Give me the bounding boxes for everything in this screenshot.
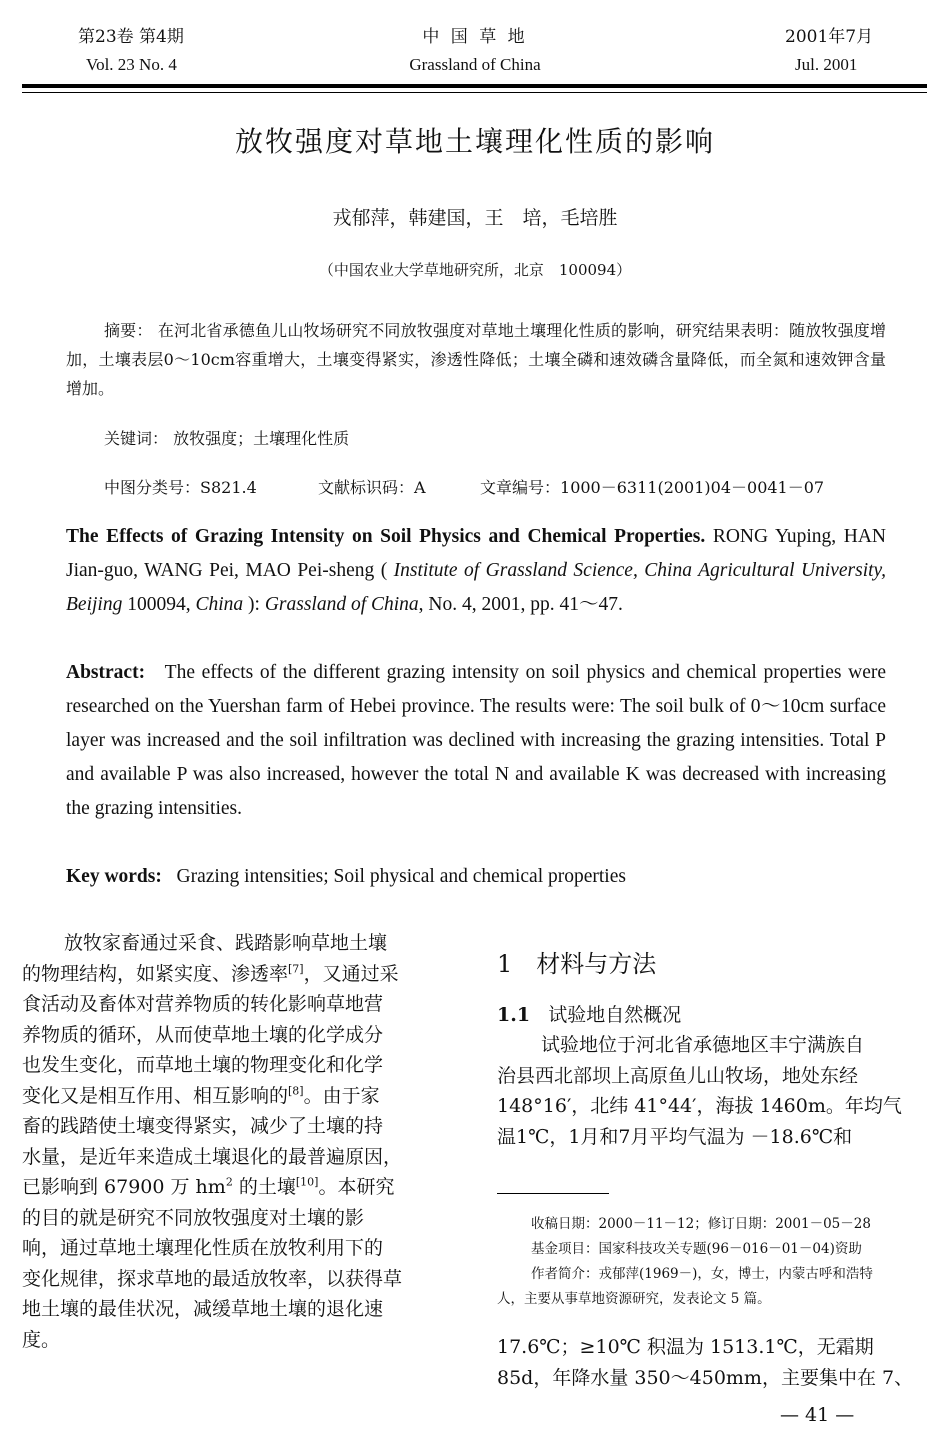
intro-line: 已影响到 67900 万 $hm^2$ 的土壤[10]。本研究 bbox=[22, 1175, 395, 1198]
header-rule-thin bbox=[22, 92, 927, 93]
citation-ref: [8] bbox=[288, 1084, 304, 1098]
en-keywords-label: Key words: bbox=[66, 866, 162, 887]
subsection-number: 1.1 bbox=[497, 1004, 531, 1026]
footnote-received: 收稿日期：2000－11－12；修订日期：2001－05－28 bbox=[531, 1216, 871, 1232]
body-line: 治县西北部坝上高原鱼儿山牧场，地处东经 bbox=[497, 1064, 859, 1087]
en-abstract-text: The effects of the different grazing intensity on soil physics and chemical properties were researched on the Yuershan farm of Hebei province. The results were: The soil bulk of 0～10cm surface layer was increased and the soil infiltration was declined with increasing the grazing intensities. Total P and available P was also increased, however the total N and available K was decreased with increasing the grazing intensities. bbox=[66, 662, 886, 819]
header-journal-en: Grassland of China bbox=[409, 55, 541, 74]
en-issue: No. 4, 2001, pp. 41～47. bbox=[428, 594, 623, 615]
en-journal: Grassland of China bbox=[264, 594, 419, 615]
section-body bbox=[497, 1030, 929, 1152]
intro-line: 响，通过草地土壤理化性质在放牧利用下的 bbox=[22, 1237, 384, 1259]
footnote-fund: 基金项目：国家科技攻关专题(96－016－01－04)资助 bbox=[531, 1241, 862, 1257]
intro-column bbox=[22, 928, 454, 1355]
en-abstract bbox=[66, 656, 886, 826]
article-no-value: 1000－6311(2001)04－0041－07 bbox=[560, 478, 825, 497]
zh-abstract-text: 在河北省承德鱼儿山牧场研究不同放牧强度对草地土壤理化性质的影响，研究结果表明：随放牧强度增加，土壤表层0～10cm容重增大，土壤变得紧实，渗透性降低；土壤全磷和速效磷含量降低，而全氮和速效钾含量增加。 bbox=[66, 321, 886, 398]
doc-code-value: A bbox=[414, 478, 426, 497]
intro-line: 变化规律，探求草地的最适放牧率，以获得草 bbox=[22, 1267, 403, 1290]
intro-line: 的物理结构，如紧实度、渗透率[7]，又通过采 bbox=[22, 962, 399, 985]
header-date-en: Jul. 2001 bbox=[795, 55, 858, 74]
intro-line: 度。 bbox=[22, 1328, 61, 1351]
paper-affiliation: （中国农业大学草地研究所，北京 100094） bbox=[318, 261, 632, 279]
en-abstract-label: Abstract: bbox=[66, 662, 146, 683]
body-line: 17.6℃；≥10℃ 积温为 1513.1℃，无霜期 bbox=[497, 1336, 874, 1358]
body-line: 试验地位于河北省承德地区丰宁满族自 bbox=[541, 1034, 865, 1056]
footnote-author-bio-cont: 人，主要从事草地资源研究，发表论文 5 篇。 bbox=[497, 1291, 771, 1307]
en-keywords-text: Grazing intensities; Soil physical and chemical properties bbox=[176, 866, 626, 887]
intro-line: 地土壤的最佳状况，减缓草地土壤的退化速 bbox=[22, 1298, 384, 1320]
en-country: China bbox=[195, 594, 244, 615]
zh-keywords-text: 放牧强度；土壤理化性质 bbox=[173, 429, 350, 448]
intro-line: 也发生变化，而草地土壤的物理变化和化学 bbox=[22, 1054, 384, 1076]
footnote-rule bbox=[497, 1193, 609, 1194]
doc-code-line bbox=[318, 473, 426, 502]
en-postcode: 100094 bbox=[127, 594, 186, 615]
clc-label: 中图分类号： bbox=[104, 478, 201, 497]
intro-line: 的目的就是研究不同放牧强度对土壤的影 bbox=[22, 1206, 365, 1229]
body-line: 148°16′，北纬 41°44′，海拔 1460m。年均气 bbox=[497, 1095, 902, 1117]
intro-line: 变化又是相互作用、相互影响的[8]。由于家 bbox=[22, 1084, 380, 1107]
zh-keywords bbox=[104, 424, 349, 453]
zh-abstract-label: 摘要： bbox=[104, 321, 153, 340]
body-line: 85d，年降水量 350～450mm，主要集中在 7、 bbox=[497, 1366, 914, 1389]
body-line: 温1℃，1月和7月平均气温为 －18.6℃和 bbox=[497, 1125, 853, 1148]
article-no-label: 文章编号： bbox=[480, 478, 561, 497]
section-body-continued bbox=[497, 1332, 929, 1393]
footnotes bbox=[497, 1212, 929, 1312]
clc-value: S821.4 bbox=[200, 478, 257, 497]
en-authors: RONG Yuping, HAN Jian-guo, WANG Pei, MAO Pei-sheng bbox=[66, 526, 886, 581]
citation-ref: [10] bbox=[295, 1175, 319, 1189]
en-keywords bbox=[66, 860, 886, 894]
header-rule-thick bbox=[22, 84, 927, 88]
intro-line: 畜的践踏使土壤变得紧实，减少了土壤的持 bbox=[22, 1115, 384, 1137]
intro-line: 水量，是近年来造成土壤退化的最普遍原因， bbox=[22, 1145, 403, 1168]
subsection-heading bbox=[497, 1000, 681, 1027]
header-volume-cn: 第23卷 第4期 bbox=[78, 27, 184, 47]
paper-authors: 戎郁萍，韩建国，王 培，毛培胜 bbox=[332, 207, 618, 229]
header-journal-cn: 中 国 草 地 bbox=[422, 27, 528, 47]
intro-line: 食活动及畜体对营养物质的转化影响草地营 bbox=[22, 993, 384, 1015]
citation-ref: [7] bbox=[288, 962, 304, 976]
header-volume-en: Vol. 23 No. 4 bbox=[86, 55, 177, 74]
paper-title: 放牧强度对草地土壤理化性质的影响 bbox=[234, 125, 715, 158]
zh-abstract bbox=[66, 316, 886, 403]
zh-keywords-label: 关键词： bbox=[104, 429, 169, 448]
doc-code-label: 文献标识码： bbox=[318, 478, 415, 497]
page-number: — 41 — bbox=[780, 1404, 855, 1426]
en-title: The Effects of Grazing Intensity on Soil Physics and Chemical Properties. bbox=[66, 526, 706, 547]
subsection-title: 试验地自然概况 bbox=[548, 1004, 682, 1026]
clc-line bbox=[104, 473, 257, 502]
intro-line: 养物质的循环，从而使草地土壤的化学成分 bbox=[22, 1023, 384, 1046]
intro-line: 放牧家畜通过采食、践踏影响草地土壤 bbox=[64, 932, 388, 954]
header-date-cn: 2001年7月 bbox=[785, 27, 874, 47]
en-citation: The Effects of Grazing Intensity on Soil Physics and Chemical Properties. RONG Yuping, HAN Jian-guo, WANG Pei, MAO Pei-sheng ( Institute of Grassland Science, China Agricultural University, Beijing 100094, China ): Grassland of China, No. 4, 2001, pp. 41～47. bbox=[66, 526, 886, 615]
footnote-author-bio: 作者简介：戎郁萍(1969－)，女，博士，内蒙古呼和浩特 bbox=[531, 1266, 873, 1282]
article-no-line bbox=[480, 473, 824, 502]
section-heading: 1 材料与方法 bbox=[497, 950, 657, 978]
en-institute: Institute of Grassland Science, China Agricultural University, Beijing bbox=[66, 560, 886, 615]
